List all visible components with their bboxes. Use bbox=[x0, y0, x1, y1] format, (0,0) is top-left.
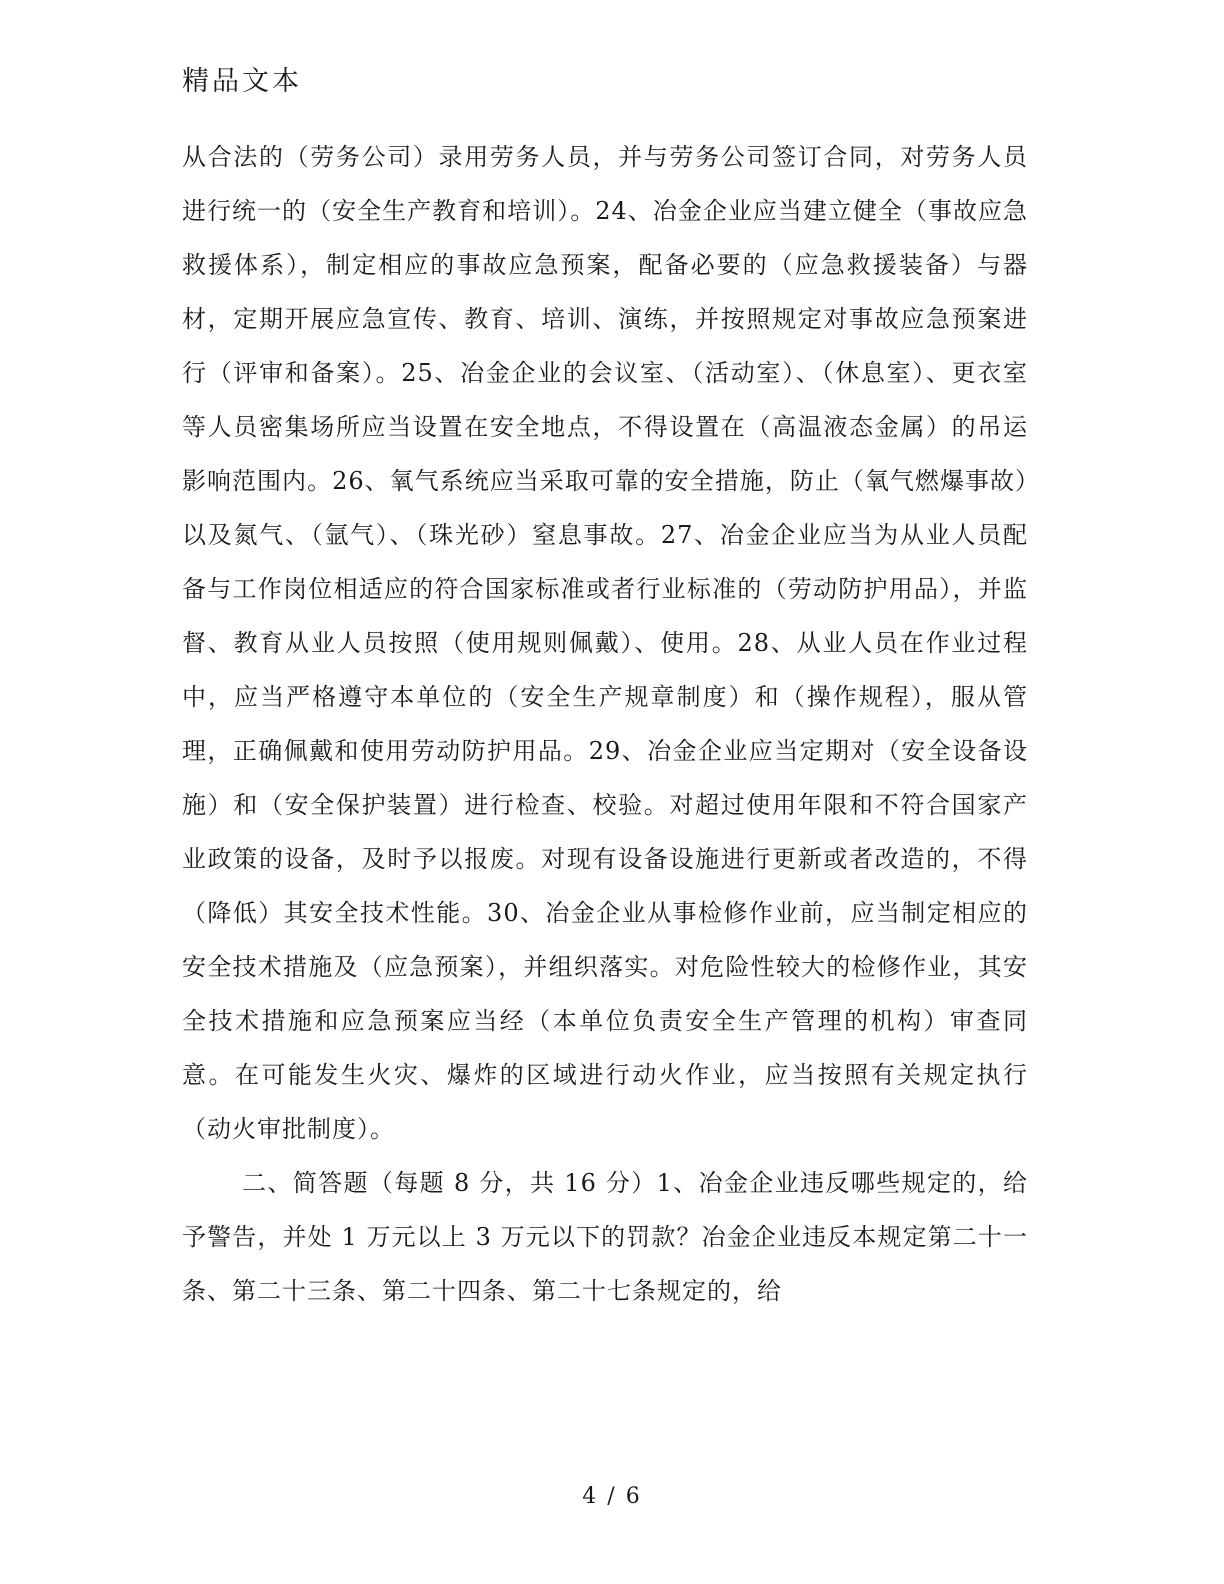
body-paragraph: 二、简答题（每题 8 分，共 16 分）1、冶金企业违反哪些规定的，给予警告，并处 1 万元以上 3 万元以下的罚款？冶金企业违反本规定第二十一条、第二十三条、第二十四条、第二十七条规定的，给 bbox=[182, 1169, 1028, 1305]
document-header: 精品文本 bbox=[182, 66, 302, 97]
page-number: 4 / 6 bbox=[582, 1484, 642, 1509]
document-body bbox=[182, 130, 1028, 1318]
body-paragraph: 从合法的（劳务公司）录用劳务人员，并与劳务公司签订合同，对劳务人员进行统一的（安全生产教育和培训）。24、冶金企业应当建立健全（事故应急救援体系），制定相应的事故应急预案，配备必要的（应急救援装备）与器材，定期开展应急宣传、教育、培训、演练，并按照规定对事故应急预案进行（评审和备案）。25、冶金企业的会议室、（活动室）、（休息室）、更衣室等人员密集场所应当设置在安全地点，不得设置在（高温液态金属）的吊运影响范围内。26、氧气系统应当采取可靠的安全措施，防止（氧气燃爆事故）以及氮气、（氩气）、（珠光砂）窒息事故。27、冶金企业应当为从业人员配备与工作岗位相适应的符合国家标准或者行业标准的（劳动防护用品），并监督、教育从业人员按照（使用规则佩戴）、使用。28、从业人员在作业过程中，应当严格遵守本单位的（安全生产规章制度）和（操作规程），服从管理，正确佩戴和使用劳动防护用品。29、冶金企业应当定期对（安全设备设施）和（安全保护装置）进行检查、校验。对超过使用年限和不符合国家产业政策的设备，及时予以报废。对现有设备设施进行更新或者改造的，不得（降低）其安全技术性能。30、冶金企业从事检修作业前，应当制定相应的安全技术措施及（应急预案），并组织落实。对危险性较大的检修作业，其安全技术措施和应急预案应当经（本单位负责安全生产管理的机构）审查同意。在可能发生火灾、爆炸的区域进行动火作业，应当按照有关规定执行（动火审批制度）。 bbox=[182, 143, 1028, 1143]
